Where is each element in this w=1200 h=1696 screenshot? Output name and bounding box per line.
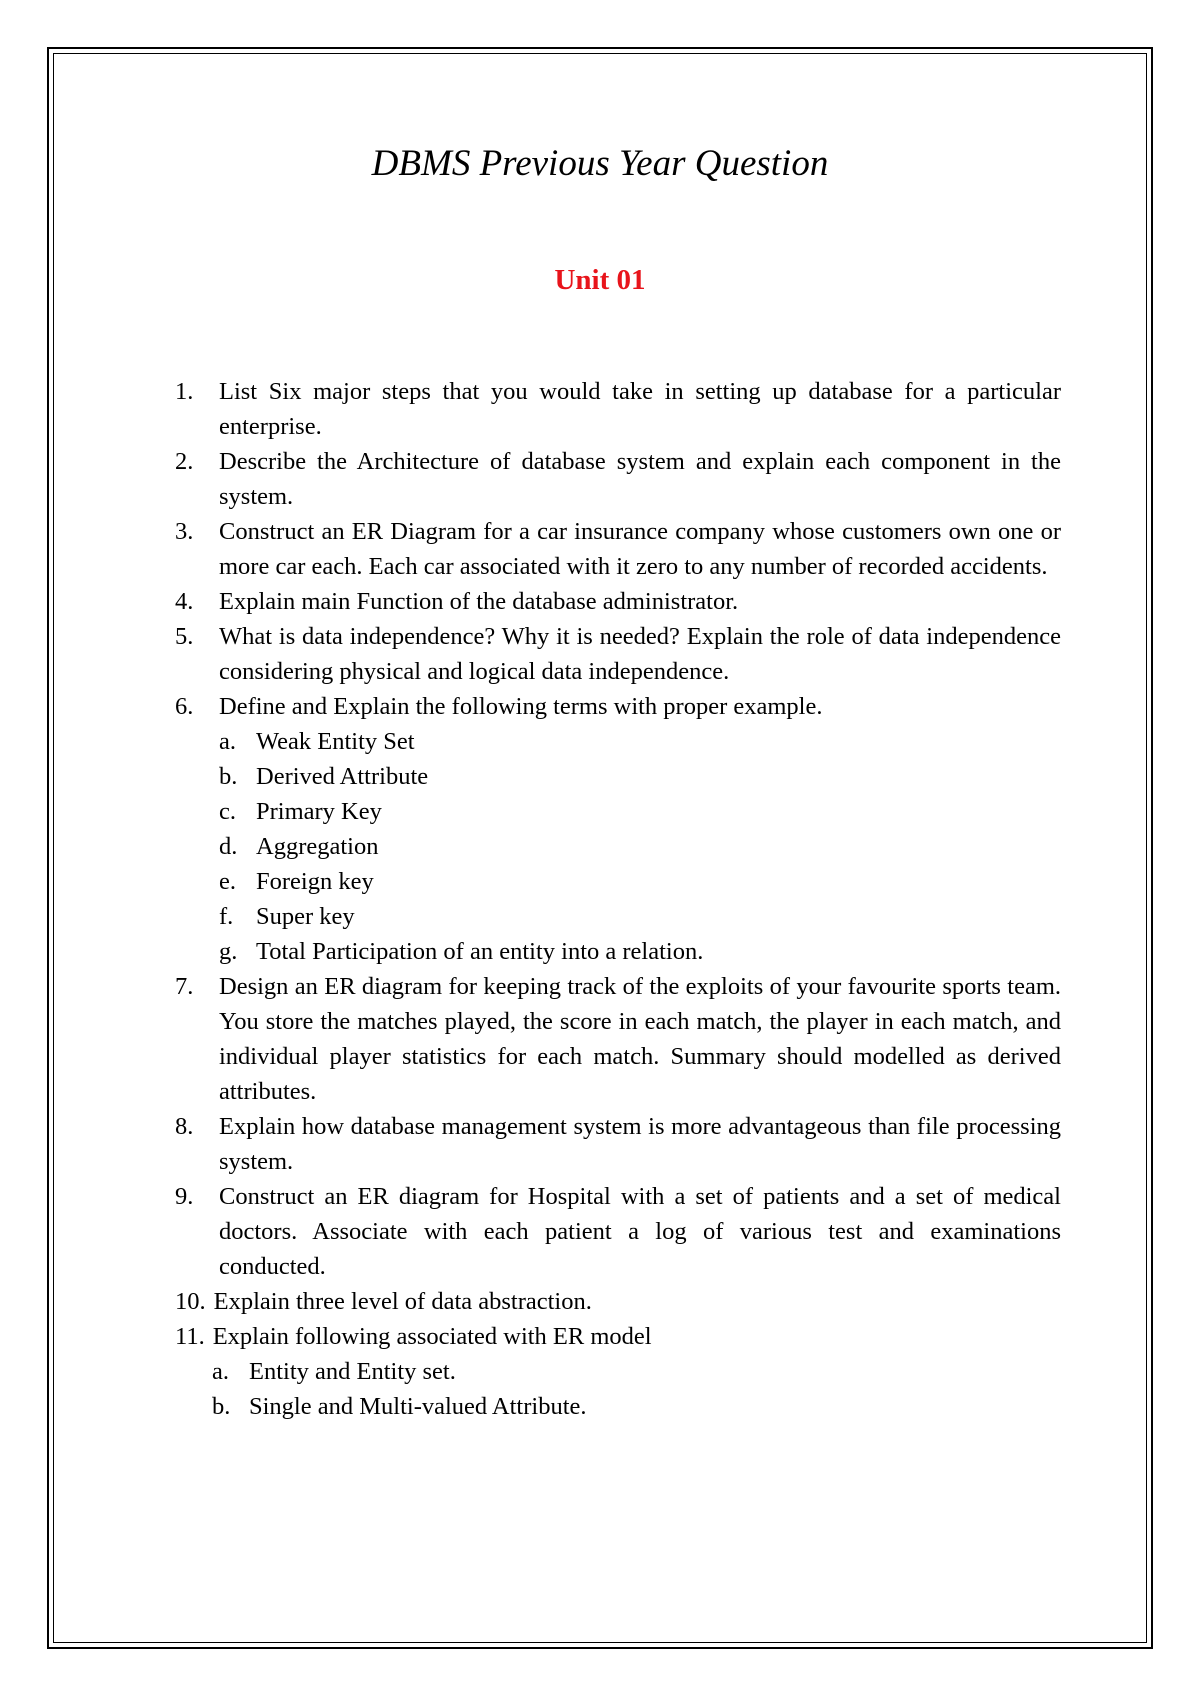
question-text: Define and Explain the following terms with proper example. <box>219 693 823 720</box>
sub-question-text: Foreign key <box>256 868 374 895</box>
question-text: Explain how database management system is more advantageous than file processing system. <box>219 1113 1061 1175</box>
sub-question-list <box>175 1354 1061 1424</box>
question-text: Construct an ER Diagram for a car insurance company whose customers own one or more car each. Each car associated with it zero to any number of recorded accidents. <box>219 518 1061 580</box>
question-text: List Six major steps that you would take in setting up database for a particular enterprise. <box>219 378 1061 440</box>
question-item <box>175 1109 1061 1179</box>
sub-question-text: Primary Key <box>256 798 382 825</box>
sub-question-letter: g. <box>219 938 238 965</box>
question-text: Construct an ER diagram for Hospital with a set of patients and a set of medical doctors. Associate with each patient a log of various test and examinations conducted. <box>219 1183 1061 1280</box>
question-item <box>175 444 1061 514</box>
question-text: Describe the Architecture of database system and explain each component in the system. <box>219 448 1061 510</box>
question-item <box>175 374 1061 444</box>
question-item <box>175 619 1061 689</box>
sub-question-item <box>212 1389 1061 1424</box>
question-item <box>175 1319 1061 1424</box>
question-number: 5. <box>175 623 194 650</box>
question-text: Explain three level of data abstraction. <box>213 1288 592 1315</box>
sub-question-item <box>219 864 1061 899</box>
sub-question-item <box>219 829 1061 864</box>
question-number: 1. <box>175 378 194 405</box>
question-item <box>175 969 1061 1109</box>
question-item <box>175 584 1061 619</box>
question-item <box>175 514 1061 584</box>
question-number: 9. <box>175 1183 194 1210</box>
question-item <box>175 1284 1061 1319</box>
sub-question-letter: e. <box>219 868 236 895</box>
sub-question-text: Total Participation of an entity into a relation. <box>256 938 704 965</box>
question-number: 10. <box>175 1288 206 1315</box>
sub-question-letter: a. <box>212 1358 229 1385</box>
question-number: 8. <box>175 1113 194 1140</box>
sub-question-text: Weak Entity Set <box>256 728 415 755</box>
question-number: 11. <box>175 1323 205 1350</box>
sub-question-item <box>219 759 1061 794</box>
sub-question-item <box>219 794 1061 829</box>
sub-question-letter: a. <box>219 728 236 755</box>
sub-question-item <box>219 899 1061 934</box>
question-number: 2. <box>175 448 194 475</box>
sub-question-letter: f. <box>219 903 234 930</box>
question-number: 7. <box>175 973 194 1000</box>
sub-question-text: Derived Attribute <box>256 763 429 790</box>
question-number: 3. <box>175 518 194 545</box>
question-item <box>175 1179 1061 1284</box>
sub-question-text: Aggregation <box>256 833 379 860</box>
sub-question-item <box>219 724 1061 759</box>
question-item <box>175 689 1061 969</box>
question-text: Design an ER diagram for keeping track of the exploits of your favourite sports team. You store the matches played, the score in each match, the player in each match, and individual player statistics for each match. Summary should modelled as derived attributes. <box>219 973 1061 1105</box>
question-text: Explain main Function of the database administrator. <box>219 588 739 615</box>
question-text: Explain following associated with ER model <box>212 1323 652 1350</box>
unit-heading: Unit 01 <box>554 264 646 296</box>
sub-question-list <box>219 724 1061 969</box>
sub-question-text: Single and Multi-valued Attribute. <box>249 1393 587 1420</box>
question-list <box>175 374 1061 1424</box>
sub-question-letter: d. <box>219 833 238 860</box>
question-text: What is data independence? Why it is needed? Explain the role of data independence considering physical and logical data independence. <box>219 623 1061 685</box>
sub-question-letter: b. <box>212 1393 231 1420</box>
sub-question-text: Entity and Entity set. <box>249 1358 456 1385</box>
question-number: 4. <box>175 588 194 615</box>
sub-question-letter: c. <box>219 798 236 825</box>
sub-question-item <box>212 1354 1061 1389</box>
sub-question-letter: b. <box>219 763 238 790</box>
question-number: 6. <box>175 693 194 720</box>
sub-question-text: Super key <box>256 903 355 930</box>
document-title: DBMS Previous Year Question <box>371 143 829 184</box>
sub-question-item <box>219 934 1061 969</box>
